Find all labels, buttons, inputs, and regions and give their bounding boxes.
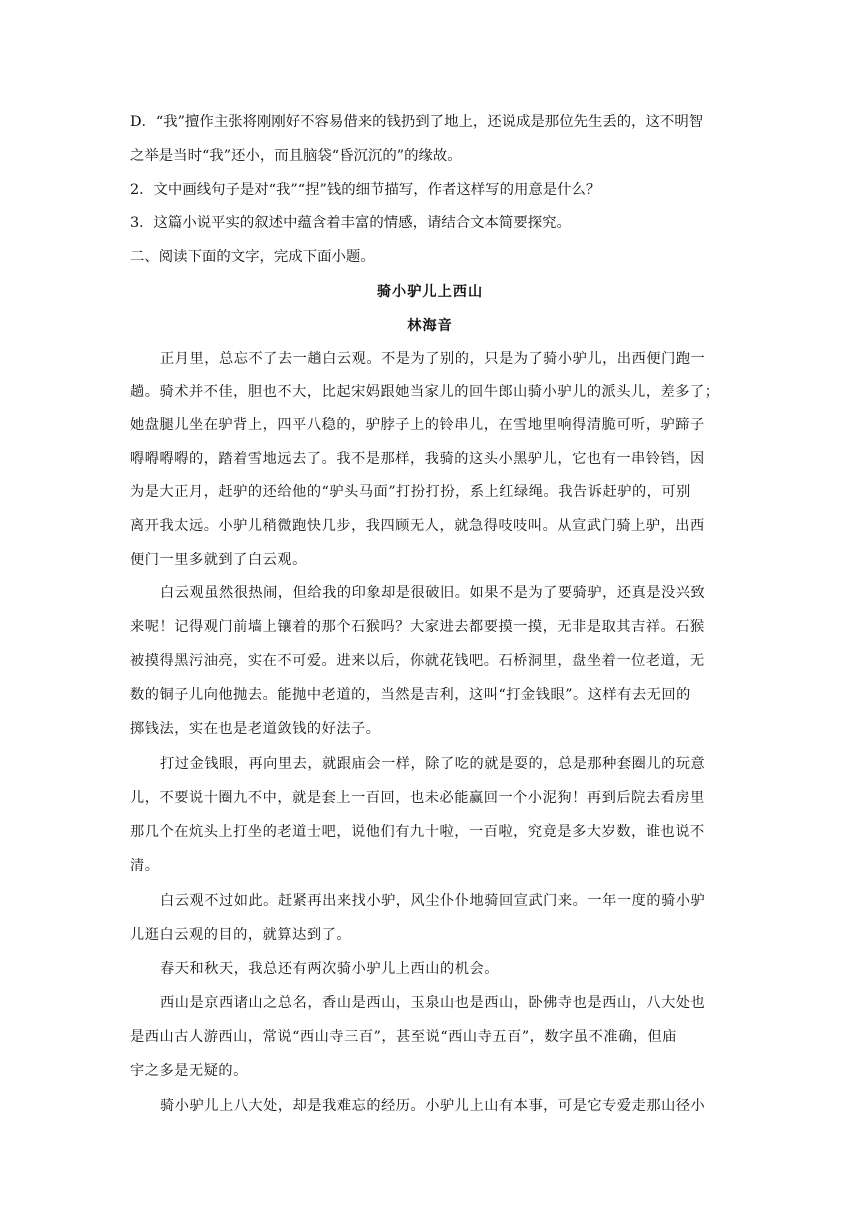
- article-author: 林海音: [407, 318, 453, 334]
- article-body-line: 宇之多是无疑的。: [130, 1063, 248, 1079]
- article-body-line: 离开我太远。小驴儿稍微跑快几步，我四顾无人，就急得吱吱叫。从宣武门骑上驴，出西: [130, 518, 705, 534]
- article-body-line: 儿逛白云观的目的，就算达到了。: [130, 927, 352, 943]
- article-body-line: 白云观虽然很热闹，但给我的印象却是很破旧。如果不是为了要骑驴，还真是没兴致: [160, 585, 706, 601]
- article-body-line: 白云观不过如此。赶紧再出来找小驴，风尘仆仆地骑回宣武门来。一年一度的骑小驴: [160, 893, 706, 909]
- article-body-line: 她盘腿儿坐在驴背上，四平八稳的，驴脖子上的铃串儿，在雪地里响得清脆可听，驴蹄子: [130, 417, 705, 433]
- article-body-line: 嘚嘚嘚嘚的，踏着雪地远去了。我不是那样，我骑的这头小黑驴儿，它也有一串铃铛，因: [130, 451, 705, 467]
- article-body-line: 掷钱法，实在也是老道敛钱的好法子。: [130, 721, 381, 737]
- option-d-line-2: 之举是当时“我”还小，而且脑袋“昏沉沉的”的缘故。: [130, 148, 462, 164]
- question-3: 3．这篇小说平实的叙述中蕴含着丰富的情感，请结合文本简要探究。: [130, 215, 571, 231]
- article-body-line: 为是大正月，赶驴的还给他的“驴头马面”打扮打扮，系上红绿绳。我告诉赶驴的，可别: [130, 484, 691, 500]
- article-body-line: 春天和秋天，我总还有两次骑小驴儿上西山的机会。: [160, 961, 499, 977]
- article-body-line: 清。: [130, 858, 160, 874]
- article-body-line: 便门一里多就到了白云观。: [130, 552, 307, 568]
- question-2: 2．文中画线句子是对“我”“捏”钱的细节描写，作者这样写的用意是什么？: [130, 182, 601, 198]
- article-body-line: 儿，不要说十圈九不中，就是套上一百回，也未必能赢回一个小泥狗！再到后院去看房里: [130, 790, 705, 806]
- article-body-line: 趟。骑术并不佳，胆也不大，比起宋妈跟她当家儿的回牛郎山骑小驴儿的派头儿，差多了；: [130, 384, 720, 400]
- article-body-line: 骑小驴儿上八大处，却是我难忘的经历。小驴儿上山有本事，可是它专爱走那山径小: [160, 1098, 706, 1114]
- article-body-line: 正月里，总忘不了去一趟白云观。不是为了别的，只是为了骑小驴儿，出西便门跑一: [160, 351, 706, 367]
- article-body-line: 被摸得黑污油亮，实在不可爱。进来以后，你就花钱吧。石桥洞里，盘坐着一位老道，无: [130, 653, 705, 669]
- article-body-line: 西山是京西诸山之总名，香山是西山，玉泉山也是西山，卧佛寺也是西山，八大处也: [160, 995, 706, 1011]
- article-body-line: 来呢！记得观门前墙上镶着的那个石猴吗？大家进去都要摸一摸，无非是取其吉祥。石猴: [130, 619, 705, 635]
- option-d-line-1: D．“我”擅作主张将刚刚好不容易借来的钱扔到了地上，还说成是那位先生丢的，这不明智: [130, 114, 704, 130]
- article-body-line: 数的铜子儿向他抛去。能抛中老道的，当然是吉利，这叫“打金钱眼”。这样有去无回的: [130, 687, 691, 703]
- article-body-line: 打过金钱眼，再向里去，就跟庙会一样，除了吃的就是耍的，总是那种套圈儿的玩意: [160, 756, 706, 772]
- article-body-line: 是西山古人游西山，常说“西山寺三百”，甚至说“西山寺五百”，数字虽不准确，但庙: [130, 1029, 678, 1045]
- article-title: 骑小驴儿上西山: [376, 284, 484, 300]
- article-body-line: 那几个在炕头上打坐的老道士吧，说他们有九十啦，一百啦，究竟是多大岁数，谁也说不: [130, 824, 705, 840]
- section-2-heading: 二、阅读下面的文字，完成下面小题。: [130, 249, 375, 265]
